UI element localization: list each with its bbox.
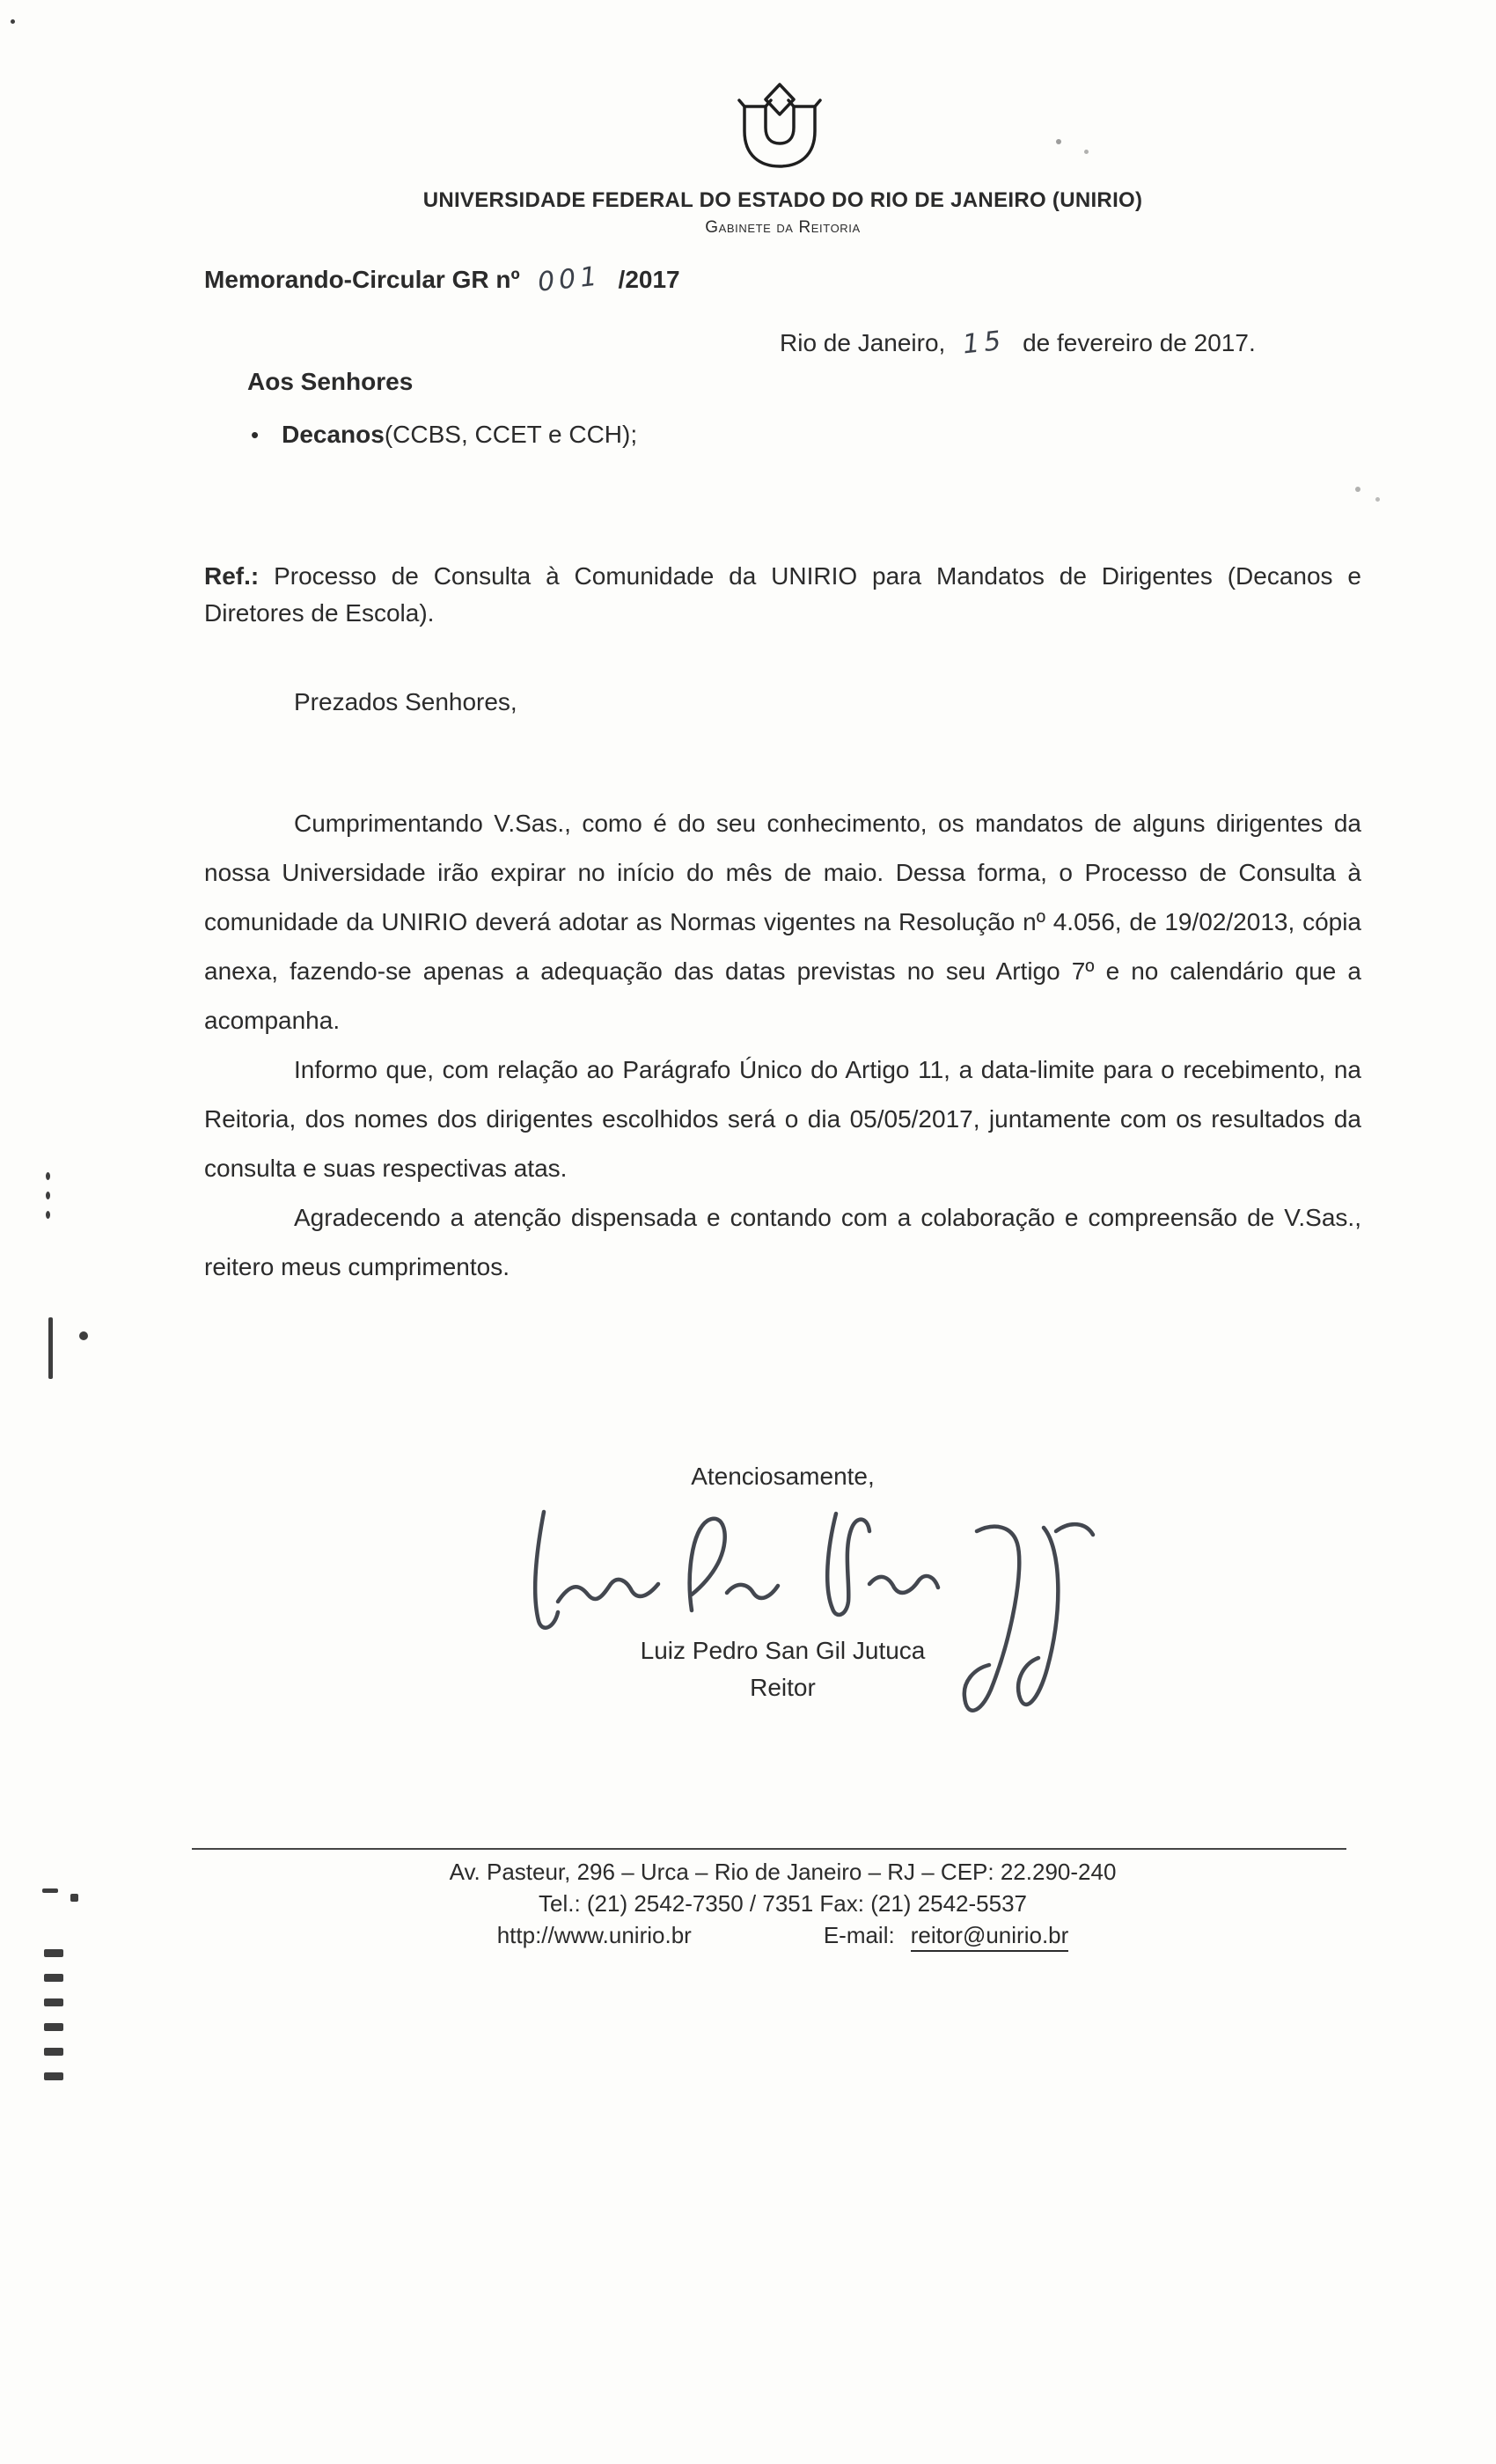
closing-salutation: Atenciosamente, bbox=[691, 1463, 875, 1490]
reference-line bbox=[204, 558, 1361, 632]
bullet-icon: • bbox=[251, 422, 260, 448]
date-day-handwritten: 15 bbox=[961, 325, 1008, 361]
scan-artifact bbox=[44, 2048, 63, 2056]
date-prefix: Rio de Janeiro, bbox=[780, 329, 946, 356]
scan-artifact bbox=[46, 1211, 50, 1219]
recipients-salutation: Aos Senhores bbox=[247, 368, 414, 395]
signer-name: Luiz Pedro San Gil Jutuca bbox=[640, 1637, 926, 1664]
reference-text: Processo de Consulta à Comunidade da UNIRIO para Mandatos de Dirigentes (Decanos e Diretores de Escola). bbox=[204, 562, 1361, 627]
scan-artifact bbox=[1375, 497, 1380, 502]
memo-prefix: Memorando-Circular GR nº bbox=[204, 266, 520, 293]
date-suffix: de fevereiro de 2017. bbox=[1023, 329, 1256, 356]
memo-number-handwritten: 001 bbox=[535, 260, 603, 298]
scan-artifact bbox=[44, 1998, 63, 2006]
footer-contact-row bbox=[204, 1922, 1361, 1952]
footer-email-link: reitor@unirio.br bbox=[911, 1922, 1069, 1952]
memo-number-line bbox=[204, 260, 680, 298]
university-name: UNIVERSIDADE FEDERAL DO ESTADO DO RIO DE JANEIRO (UNIRIO) bbox=[422, 188, 1143, 212]
scan-artifact bbox=[1355, 487, 1360, 492]
unirio-logo-icon bbox=[730, 81, 829, 174]
footer-website: http://www.unirio.br bbox=[496, 1922, 692, 1948]
paragraph-1: Cumprimentando V.Sas., como é do seu conhecimento, os mandatos de alguns dirigentes da nossa Universidade irão expirar no início do mês de maio. Dessa forma, o Processo de Consulta à comunidade da UNIRIO deverá adotar as Normas vigentes na Resolução nº 4.056, de 19/02/2013, cópia anexa, fazendo-se apenas a adequação das datas previstas no seu Artigo 7º e no calendário que a acompanha. bbox=[204, 810, 1361, 1034]
scan-artifact bbox=[70, 1894, 78, 1902]
scan-artifact bbox=[46, 1172, 50, 1180]
signature-handwriting-icon bbox=[519, 1496, 1135, 1764]
letter-body bbox=[204, 799, 1361, 1292]
signer-title: Reitor bbox=[750, 1674, 816, 1701]
scan-artifact bbox=[48, 1317, 53, 1379]
scan-artifact bbox=[44, 1949, 63, 1957]
memo-suffix: /2017 bbox=[618, 266, 680, 293]
scan-artifact bbox=[44, 2023, 63, 2031]
recipients-item-bold: Decanos bbox=[282, 421, 385, 448]
footer-address: Av. Pasteur, 296 – Urca – Rio de Janeiro – RJ – CEP: 22.290-240 bbox=[449, 1859, 1117, 1885]
footer-divider bbox=[192, 1848, 1346, 1850]
scan-artifact bbox=[79, 1331, 88, 1340]
paragraph-2: Informo que, com relação ao Parágrafo Único do Artigo 11, a data-limite para o recebimento, na Reitoria, dos nomes dos dirigentes escolhidos será o dia 05/05/2017, juntamente com os resultados da consulta e suas respectivas atas. bbox=[204, 1056, 1361, 1182]
scan-artifact bbox=[44, 2072, 63, 2080]
recipients-item bbox=[251, 421, 637, 449]
scan-artifact bbox=[46, 1192, 50, 1199]
scan-artifact bbox=[1084, 150, 1089, 154]
greeting: Prezados Senhores, bbox=[294, 688, 517, 715]
footer-email-label: E-mail: bbox=[823, 1922, 895, 1948]
footer-phones: Tel.: (21) 2542-7350 / 7351 Fax: (21) 2542-5537 bbox=[538, 1890, 1028, 1917]
paragraph-3: Agradecendo a atenção dispensada e contando com a colaboração e compreensão de V.Sas., reitero meus cumprimentos. bbox=[204, 1204, 1361, 1280]
scan-artifact bbox=[42, 1888, 58, 1893]
recipients-item-rest: (CCBS, CCET e CCH); bbox=[384, 421, 638, 448]
office-name: Gabinete da Reitoria bbox=[705, 218, 861, 237]
reference-label: Ref.: bbox=[204, 562, 260, 590]
date-line bbox=[780, 325, 1256, 361]
scan-artifact bbox=[1056, 139, 1061, 144]
scan-artifact bbox=[11, 19, 15, 24]
scan-artifact bbox=[44, 1974, 63, 1982]
